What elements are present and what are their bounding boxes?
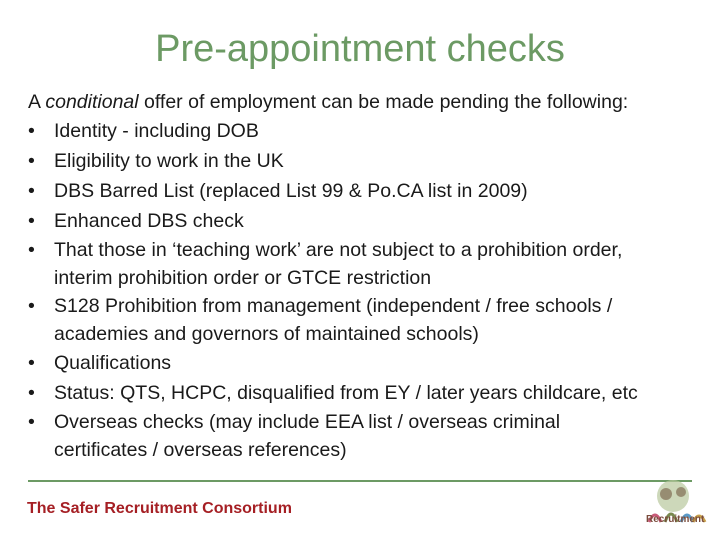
bullet-text-line: Enhanced DBS check — [54, 210, 244, 232]
bullet-text-line: academies and governors of maintained schools) — [54, 323, 479, 345]
bullet-text-line: certificates / overseas references) — [54, 439, 347, 461]
bullet-dot: • — [28, 210, 35, 232]
bullet-dot: • — [28, 295, 35, 317]
intro-after: offer of employment can be made pending the following: — [138, 91, 629, 113]
bullet-item — [28, 236, 698, 292]
bullet-text-line: Eligibility to work in the UK — [54, 150, 284, 172]
bullet-dot: • — [28, 150, 35, 172]
bullet-item — [28, 378, 698, 408]
bullet-item — [28, 292, 698, 348]
bullet-item — [28, 408, 698, 464]
bullet-dot: • — [28, 411, 35, 433]
bullet-text-line: That those in ‘teaching work’ are not subject to a prohibition order, — [54, 239, 623, 261]
bullet-dot: • — [28, 239, 35, 261]
bullet-text-line: Overseas checks (may include EEA list / overseas criminal — [54, 411, 561, 433]
divider — [28, 480, 692, 482]
bullet-dot: • — [28, 352, 35, 374]
bullet-text-line: Status: QTS, HCPC, disqualified from EY / later years childcare, etc — [54, 382, 638, 404]
bullet-item — [28, 206, 698, 236]
intro-emphasis: conditional — [45, 91, 139, 113]
bullet-text-line: S128 Prohibition from management (independent / free schools / — [54, 295, 613, 317]
bullet-list — [28, 116, 698, 464]
consortium-logo — [633, 478, 713, 538]
bullet-text-line: interim prohibition order or GTCE restriction — [54, 267, 432, 289]
bullet-item — [28, 348, 698, 378]
bullet-item — [28, 116, 698, 146]
bullet-text-line: DBS Barred List (replaced List 99 & Po.CA list in 2009) — [54, 180, 528, 202]
bullet-dot: • — [28, 382, 35, 404]
bullet-item — [28, 176, 698, 206]
bullet-dot: • — [28, 120, 35, 142]
logo-text: Recruitment — [646, 514, 705, 525]
bullet-text-line: Qualifications — [54, 352, 172, 374]
bullet-item — [28, 146, 698, 176]
footer-text: The Safer Recruitment Consortium — [27, 500, 292, 517]
slide-title: Pre-appointment checks — [155, 28, 565, 70]
intro-before: A — [28, 91, 46, 113]
bullet-text-line: Identity - including DOB — [54, 120, 259, 142]
bullet-dot: • — [28, 180, 35, 202]
intro-text — [28, 88, 708, 116]
